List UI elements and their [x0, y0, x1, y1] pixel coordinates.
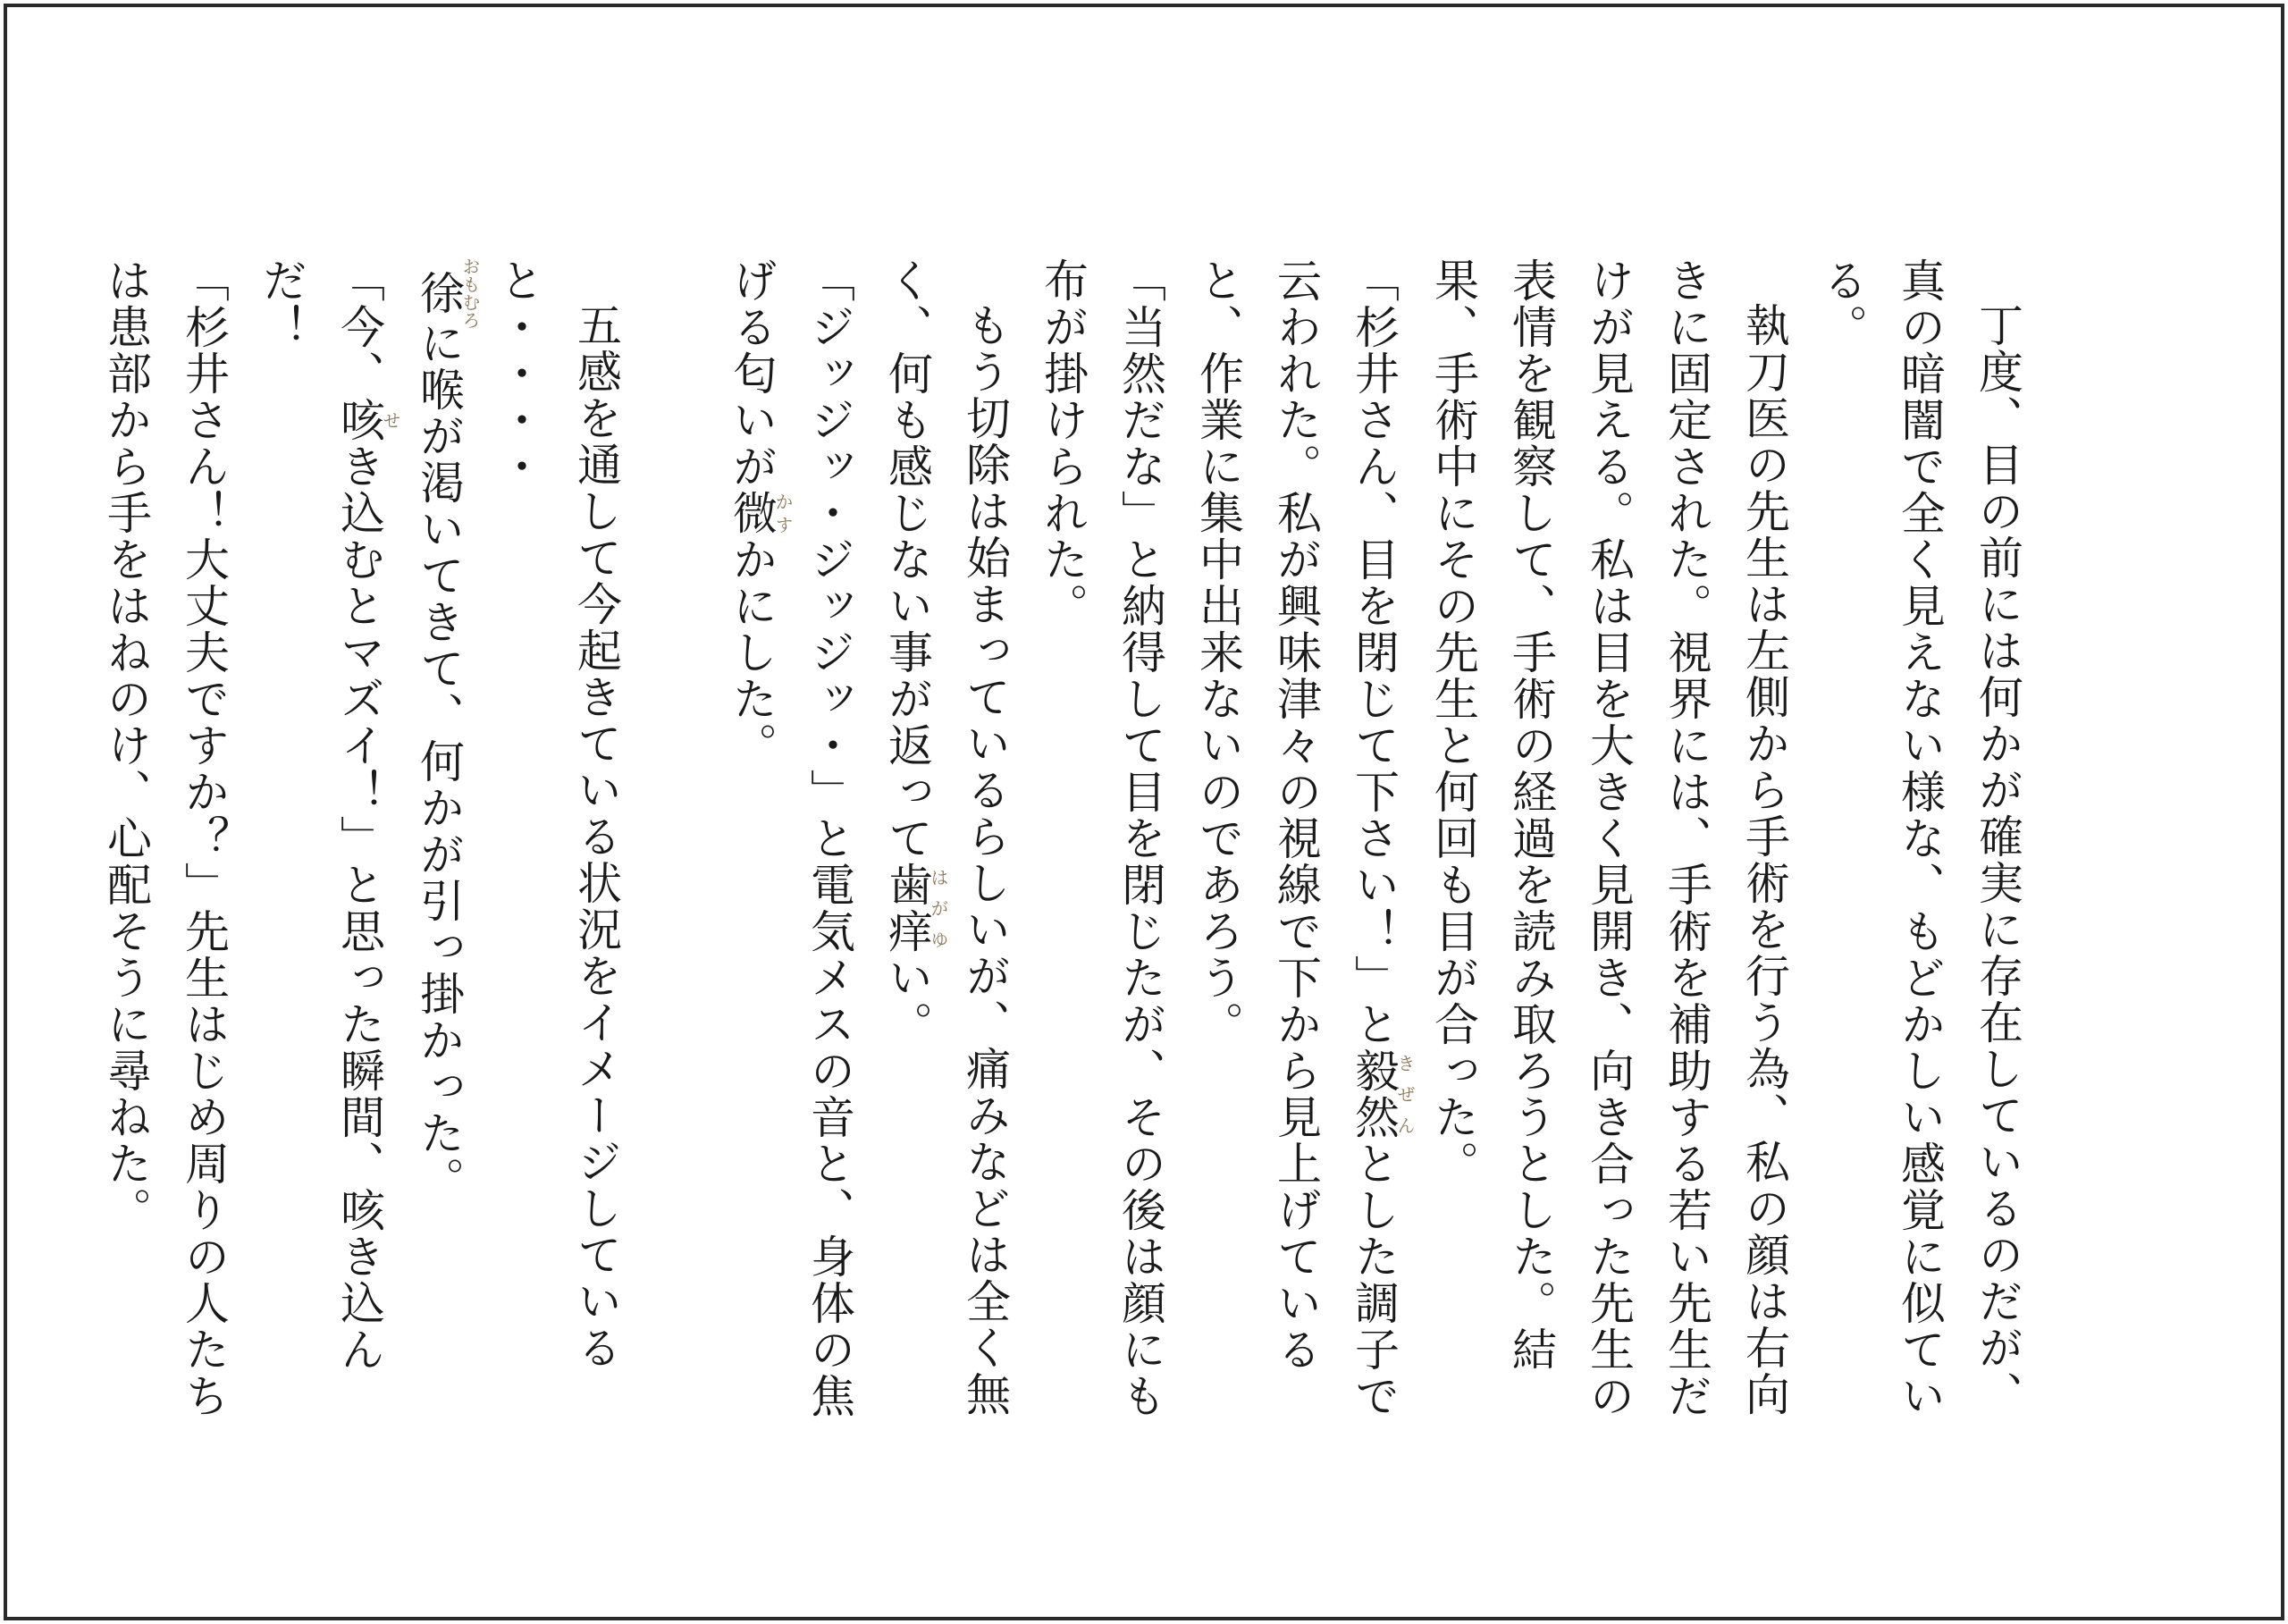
paragraph-segment: もう切除は始まっているらしいが、痛みなどは全く無く、何も感じない事が返って	[881, 257, 1011, 1418]
furigana-ruby	[333, 397, 401, 443]
ruby-base: 毅然	[1348, 1048, 1400, 1140]
furigana-ruby	[881, 862, 949, 955]
paragraph-segment: に喉が渇いてきて、何かが引っ掛かった。	[413, 320, 465, 1203]
page-frame	[4, 4, 2284, 1620]
ruby-base: 徐	[413, 257, 465, 329]
ruby-reading: はがゆ	[928, 862, 949, 955]
paragraph-segment: 「杉井さん、目を閉じて下さい！」と	[1348, 257, 1400, 1048]
ruby-base: 微	[726, 490, 778, 536]
paragraph: 「杉井さん！大丈夫ですか？」先生はじめ周りの人たちは患部から手をはねのけ、心配そうに尋ねた。	[100, 257, 230, 1419]
paragraph: 丁度、目の前には何かが確実に存在しているのだが、真の暗闇で全く見えない様な、もどかしい感覚に似ている。	[1816, 257, 2023, 1419]
paragraph-segment: き込むとマズイ！」と思った瞬間、咳き込んだ！	[256, 257, 385, 1373]
vertical-text-body	[100, 257, 2036, 1437]
ruby-base: 歯痒	[881, 862, 933, 955]
furigana-ruby	[1348, 1048, 1416, 1140]
paragraph-segment: とした調子で云われた。私が興味津々の視線で下から見上げていると、作業に集中出来ないのであろう。	[1192, 257, 1400, 1419]
paragraph	[1179, 257, 1414, 1437]
ruby-reading: おもむろ	[459, 257, 481, 329]
ruby-reading: きぜん	[1394, 1048, 1416, 1140]
furigana-ruby	[726, 490, 794, 536]
paragraph-segment: い。	[881, 955, 933, 1048]
ruby-base: 咳	[333, 397, 385, 443]
ruby-reading: かす	[772, 490, 794, 536]
paragraph: 五感を通して今起きている状況をイメージしていると・・・・	[492, 257, 622, 1371]
blank-line	[635, 257, 712, 1437]
paragraph-segment: かにした。	[726, 536, 778, 769]
paragraph-segment: 「ジッジッ・ジッジッ・」と電気メスの音と、身体の焦げる匂いが	[726, 257, 855, 1419]
paragraph	[712, 257, 868, 1437]
paragraph: 「当然だな」と納得して目を閉じたが、その後は顔にも布が掛けられた。	[1037, 257, 1166, 1419]
ruby-reading: せ	[380, 397, 401, 443]
paragraph	[868, 257, 1023, 1437]
paragraph: 執刀医の先生は左側から手術を行う為、私の顔は右向きに固定された。視界には、手術を補助する若い先生だけが見える。私は目を大きく見開き、向き合った先生の表情を観察して、手術の経過を読み取ろうとした。結果、手術中にその先生と何回も目が合った。	[1427, 257, 1790, 1419]
paragraph	[242, 257, 400, 1437]
paragraph	[400, 257, 479, 1437]
furigana-ruby	[413, 257, 481, 329]
paragraph-segment: 「今、	[333, 257, 385, 397]
